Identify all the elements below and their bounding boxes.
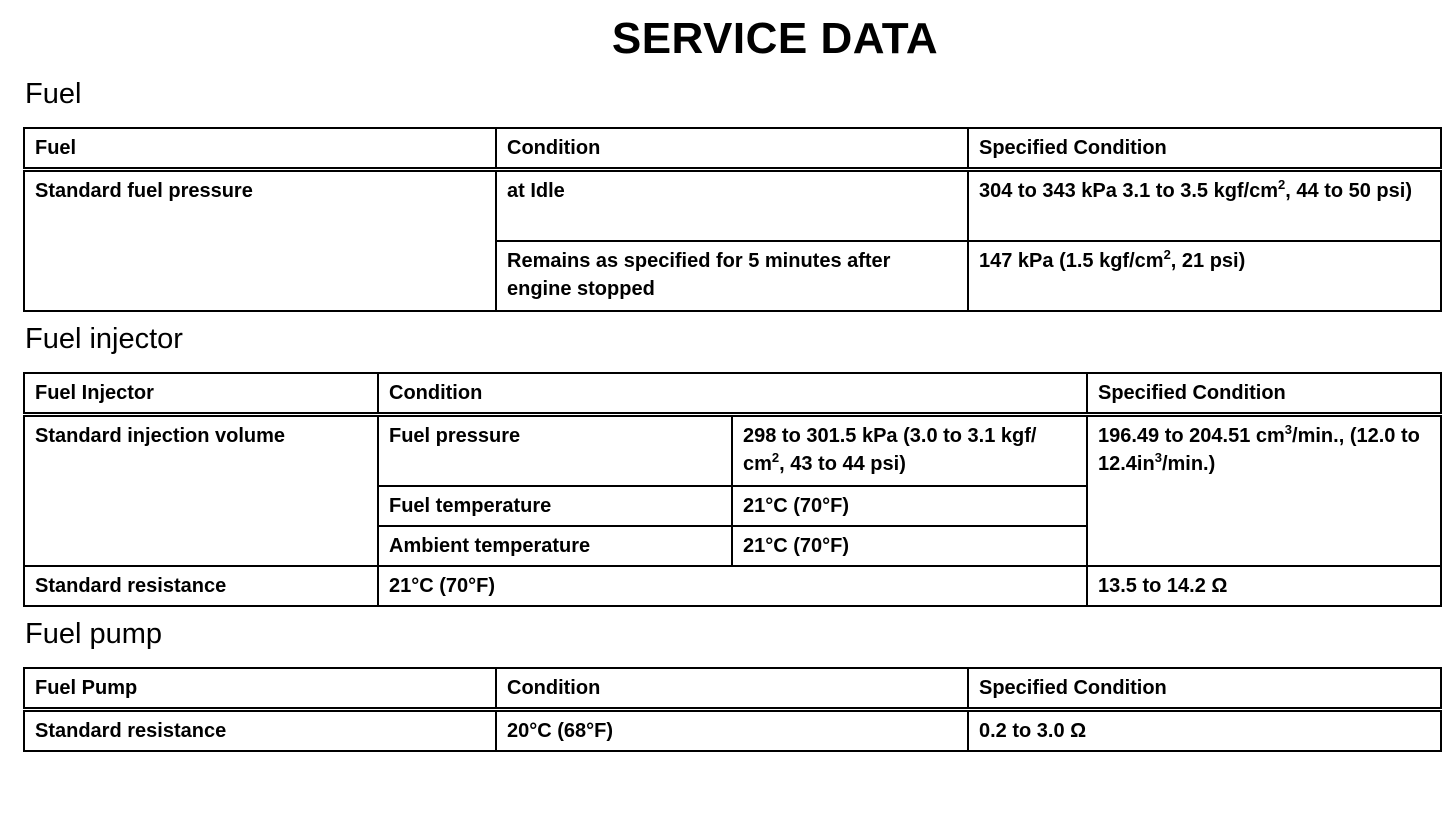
item-cell: Standard resistance	[24, 566, 378, 606]
superscript: 3	[1154, 450, 1162, 465]
superscript: 2	[1278, 177, 1286, 192]
superscript: 3	[1284, 422, 1293, 437]
page-title: SERVICE DATA	[611, 14, 939, 63]
table-header-row	[24, 668, 1441, 710]
table-row	[24, 170, 1441, 242]
spec-text: , 21 psi)	[1170, 250, 1246, 272]
item-cell: Standard injection volume	[24, 415, 378, 567]
table-row	[24, 566, 1441, 606]
spec-text: 304 to 343 kPa 3.1 to 3.5 kgf/cm	[979, 180, 1279, 202]
table-row	[24, 710, 1441, 752]
column-header: Condition	[378, 373, 1087, 415]
condition-cell: Remains as specified for 5 minutes after engine stopped	[496, 241, 968, 311]
spec-cell: 13.5 to 14.2 Ω	[1087, 566, 1441, 606]
spec-cell	[968, 241, 1441, 311]
spec-cell	[968, 170, 1441, 242]
spec-text: 196.49 to 204.51 cm	[1098, 425, 1285, 447]
column-header: Specified Condition	[968, 128, 1441, 170]
subcondition-label: Fuel pressure	[378, 415, 732, 487]
condition-cell: at Idle	[496, 170, 968, 242]
column-header: Fuel Pump	[24, 668, 496, 710]
condition-cell: 20°C (68°F)	[496, 710, 968, 752]
column-header: Condition	[496, 128, 968, 170]
fuel-pump-section-heading: Fuel pump	[25, 618, 163, 650]
spec-text: /min.)	[1161, 453, 1216, 475]
table-header-row	[24, 128, 1441, 170]
column-header: Specified Condition	[1087, 373, 1441, 415]
spec-text: 147 kPa (1.5 kgf/cm	[979, 250, 1164, 272]
fuel-section-heading: Fuel	[25, 78, 82, 110]
table-header-row	[24, 373, 1441, 415]
column-header: Condition	[496, 668, 968, 710]
column-header: Fuel Injector	[24, 373, 378, 415]
spec-text: /min., (12.0 to 12.4in	[1098, 425, 1420, 475]
value-text: , 43 to 44 psi)	[779, 453, 906, 475]
spec-cell	[1087, 415, 1441, 567]
spec-text: , 44 to 50 psi)	[1285, 180, 1412, 202]
item-cell: Standard fuel pressure	[24, 170, 496, 312]
item-cell: Standard resistance	[24, 710, 496, 752]
table-row	[24, 415, 1441, 487]
fuel-table	[23, 127, 1442, 312]
fuel-pump-table	[23, 667, 1442, 752]
subcondition-value	[732, 415, 1087, 487]
subcondition-label: Ambient temperature	[378, 526, 732, 566]
subcondition-value: 21°C (70°F)	[732, 486, 1087, 526]
column-header: Specified Condition	[968, 668, 1441, 710]
fuel-injector-table	[23, 372, 1442, 607]
superscript: 2	[1163, 247, 1171, 262]
subcondition-label: Fuel temperature	[378, 486, 732, 526]
value-text: 298 to 301.5 kPa (3.0 to 3.1 kgf/ cm	[743, 425, 1037, 475]
spec-cell: 0.2 to 3.0 Ω	[968, 710, 1441, 752]
column-header: Fuel	[24, 128, 496, 170]
condition-cell: 21°C (70°F)	[378, 566, 1087, 606]
fuel-injector-section-heading: Fuel injector	[25, 323, 183, 355]
subcondition-value: 21°C (70°F)	[732, 526, 1087, 566]
superscript: 2	[771, 450, 780, 465]
